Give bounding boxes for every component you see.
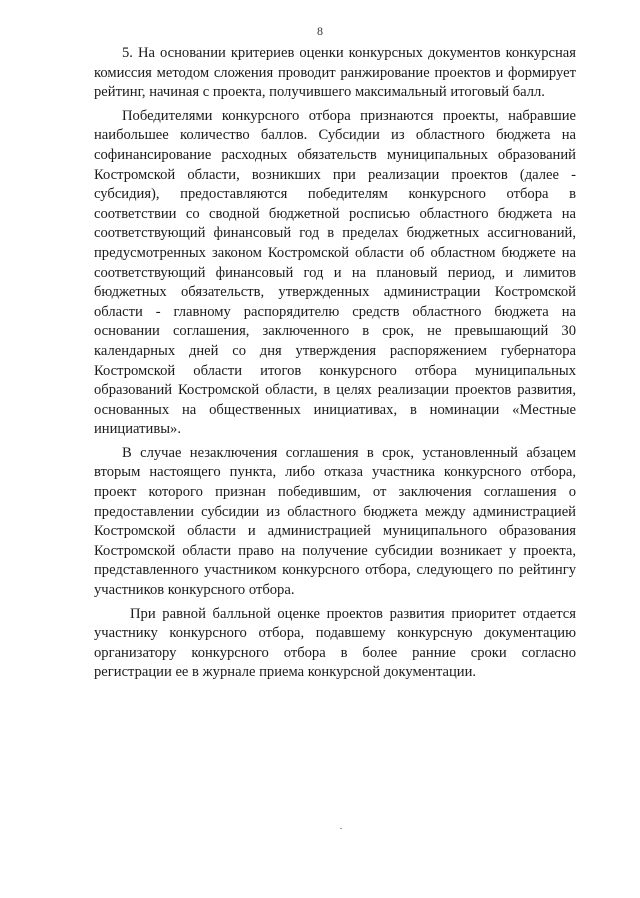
paragraph-winners: Победителями конкурсного отбора признаются проекты, набравшие наибольшее количество баллов. Субсидии из областного бюджета на софинансирование расходных обязательств муниципальных образований Костромской области, возникших при реализации проектов (далее - субсидия), предоставляются победителям конкурсного отбора в соответствии со сводной бюджетной росписью областного бюджета на соответствующий финансовый год в пределах бюджетных ассигнований, предусмотренных законом Костромской области об областном бюджете на соответствующий финансовый год и на плановый период, и лимитов бюджетных обязательств, утвержденных администрации Костромской области - главному распорядителю средств областного бюджета на основании соглашения, заключенного в срок, не превышающий 30 календарных дней со дня утверждения распоряжением губернатора Костромской области итогов конкурсного отбора муниципальных образований Костромской области, в целях реализации проектов развития, основанных на общественных инициативах, в номинации «Местные инициативы». <box>94 107 576 438</box>
paragraph-ranking: 5. На основании критериев оценки конкурсных документов конкурсная комиссия методом сложения проводит ранжирование проектов и формирует рейтинг, начиная с проекта, получившего максимальный итоговый балл. <box>94 45 576 101</box>
scan-speck <box>340 828 342 829</box>
paragraph-non-conclusion: В случае незаключения соглашения в срок, установленный абзацем вторым настоящего пункта, либо отказа участника конкурсного отбора, проект которого признан победившим, от заключения соглашения о предоставлении субсидии из областного бюджета между администрацией Костромской области и администрацией муниципального образования Костромской области право на получение субсидии возникает у проекта, представленного участником конкурсного отбора, следующего по рейтингу участников конкурсного отбора. <box>94 444 576 599</box>
page-number: 8 <box>317 24 323 38</box>
paragraph-equal-score: При равной балльной оценке проектов развития приоритет отдается участнику конкурсного отбора, подавшему конкурсную документацию организатору конкурсного отбора в более ранние сроки согласно регистрации ее в журнале приема конкурсной документации. <box>94 605 576 681</box>
document-body <box>94 44 576 687</box>
